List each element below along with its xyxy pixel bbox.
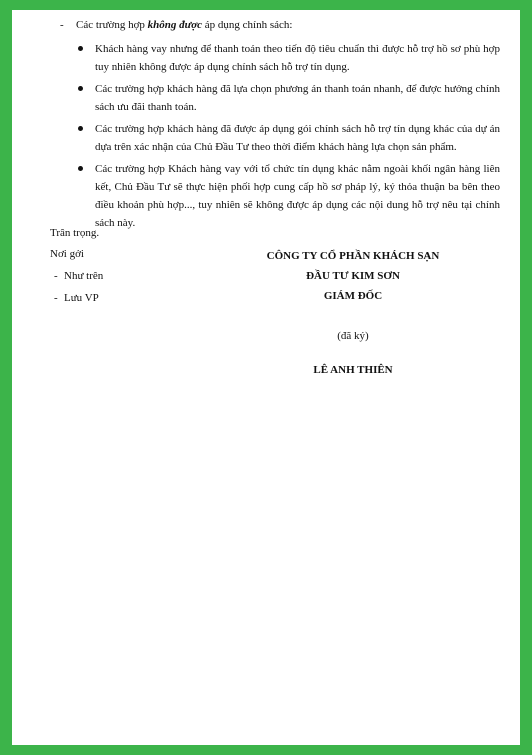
dash-marker: - <box>54 270 58 282</box>
bullet-icon <box>78 46 83 51</box>
list-item <box>72 40 500 76</box>
bullet-icon <box>78 126 83 131</box>
recipient-item <box>50 291 99 305</box>
list-item-text: Các trường hợp khách hàng đã lựa chọn phương án thanh toán nhanh, để được hưởng chính sách ưu đãi thanh toán. <box>95 83 500 113</box>
signed-note: (đã ký) <box>337 330 369 342</box>
bullet-icon <box>78 86 83 91</box>
exclusion-list <box>72 40 500 236</box>
document-page <box>12 10 520 745</box>
list-item-text: Các trường hợp khách hàng đã được áp dụng gói chính sách hỗ trợ tín dụng khác của dự án dựa trên xác nhận của Chủ Đầu Tư theo thời điểm khách hàng lựa chọn sản phẩm. <box>95 123 500 153</box>
recipient-item <box>50 269 104 283</box>
signer-name: LÊ ANH THIÊN <box>313 364 393 376</box>
heading-suffix: áp dụng chính sách: <box>202 19 293 31</box>
list-item <box>72 120 500 156</box>
signature-block <box>212 246 494 380</box>
heading-emphasis: không được <box>147 19 203 31</box>
dash-marker: - <box>60 19 64 31</box>
bullet-icon <box>78 166 83 171</box>
list-item-text: Khách hàng vay nhưng để thanh toán theo tiến độ tiêu chuẩn thì được hỗ trợ hồ sơ phù hợp tuy nhiên không được áp dụng chính sách hỗ trợ tín dụng. <box>95 43 500 73</box>
heading-prefix: Các trường hợp <box>76 19 148 31</box>
recipients-block <box>50 247 104 313</box>
list-item <box>72 80 500 116</box>
signer-title: GIÁM ĐỐC <box>323 290 383 302</box>
recipient-text: Lưu VP <box>64 292 99 304</box>
company-name-line1: CÔNG TY CỔ PHẦN KHÁCH SẠN <box>266 250 440 262</box>
list-item-text: Các trường hợp Khách hàng vay với tổ chức tín dụng khác nằm ngoài khối ngân hàng liên kết, Chủ Đầu Tư sẽ thực hiện phối hợp cung cấp hồ sơ pháp lý, ký thỏa thuận ba bên theo điều khoản phù hợp..., tuy nhiên sẽ không được áp dụng các nội dung hỗ trợ nêu tại chính sách này. <box>95 163 500 229</box>
company-name-line2: ĐẦU TƯ KIM SƠN <box>306 270 400 282</box>
recipient-text: Như trên <box>64 270 104 282</box>
list-item <box>72 160 500 232</box>
dash-marker: - <box>54 292 58 304</box>
recipients-header: Nơi gởi <box>50 248 84 260</box>
closing-text: Trân trọng. <box>50 227 100 239</box>
